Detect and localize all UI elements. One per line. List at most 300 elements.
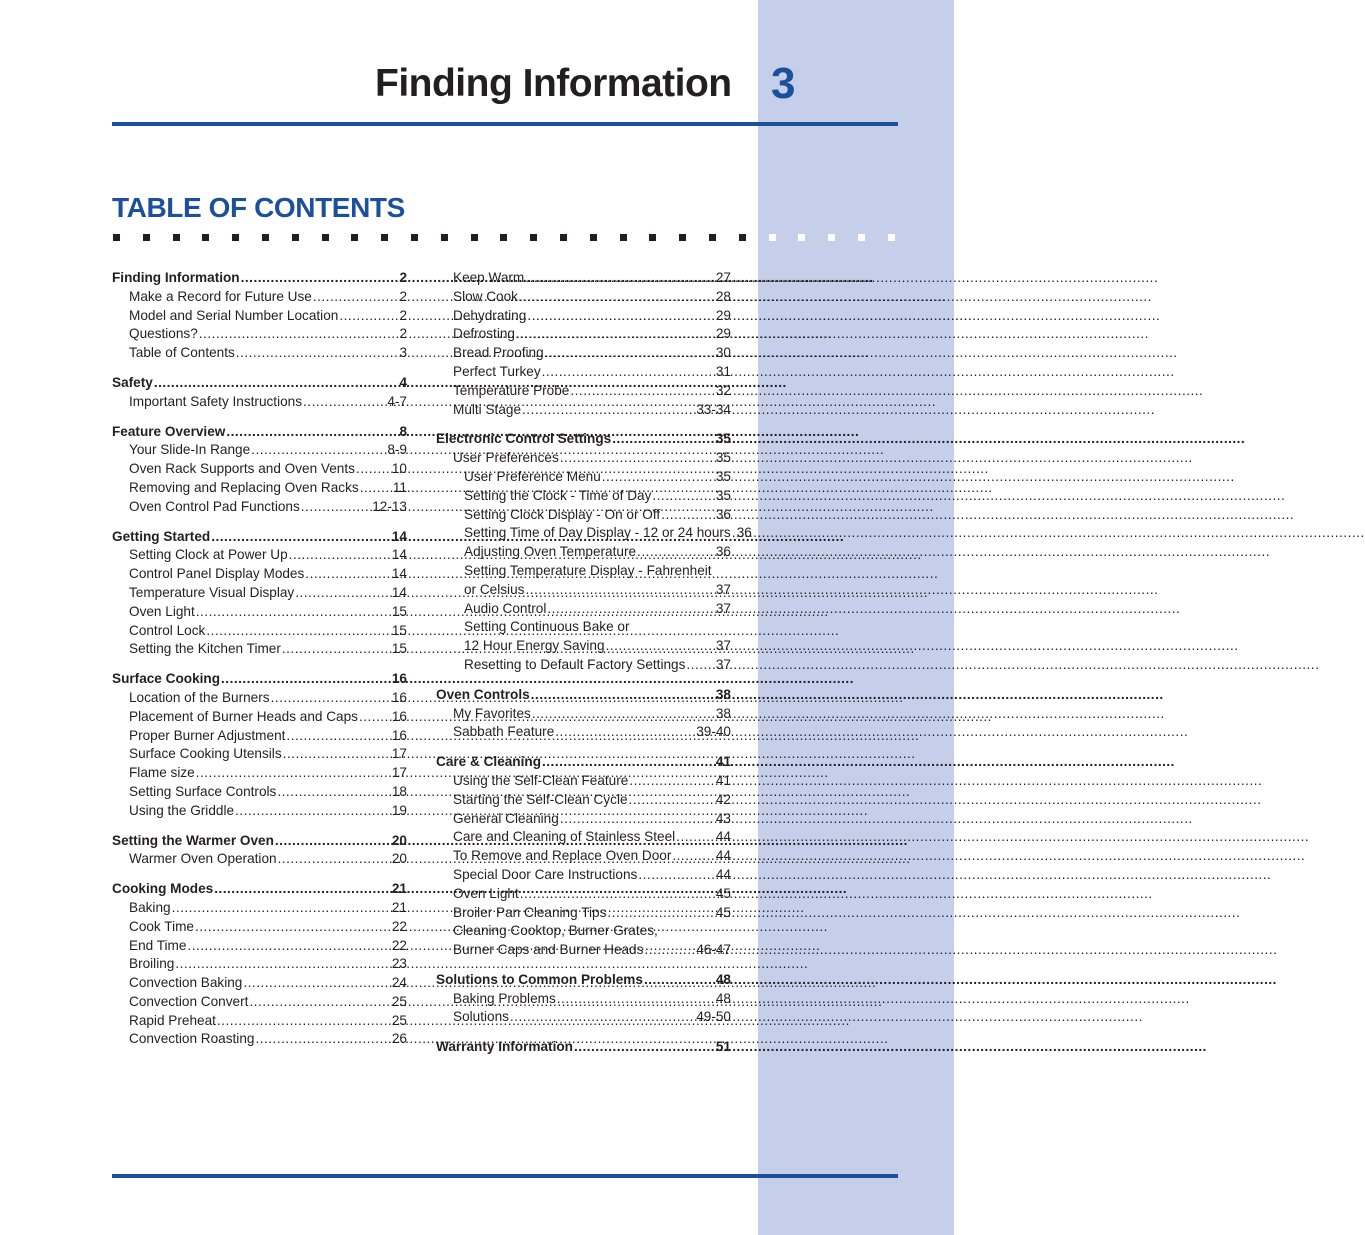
toc-entry	[436, 344, 731, 363]
toc-entry-title: Setting Temperature Display - Fahrenheit	[464, 562, 712, 578]
toc-entry-title: Flame size	[129, 765, 195, 781]
toc-entry-page: 20	[391, 832, 407, 848]
toc-entry-page: 39-40	[696, 724, 731, 740]
toc-entry-title: Safety	[112, 374, 153, 390]
toc-entry-title: Resetting to Default Factory Settings	[464, 656, 686, 672]
dot-leader	[652, 487, 715, 506]
divider-dot	[560, 234, 567, 241]
toc-entry	[112, 899, 407, 918]
divider-dot	[530, 234, 537, 241]
toc-entry	[436, 600, 731, 619]
dot-leader	[271, 689, 391, 708]
toc-entry	[436, 705, 731, 724]
toc-entry	[436, 468, 731, 487]
dot-leader	[525, 269, 715, 288]
toc-entry-page: 15	[391, 641, 407, 657]
dot-leader	[574, 1038, 715, 1057]
toc-section-heading	[112, 880, 407, 899]
toc-entry-title: Adjusting Oven Temperature	[464, 544, 637, 560]
toc-column-left	[112, 269, 407, 1060]
toc-entry-page: 3	[399, 345, 407, 361]
dot-leader	[672, 847, 715, 866]
dot-leader	[339, 307, 398, 326]
toc-entry-page: 48	[715, 990, 731, 1006]
toc-entry-page: 29	[715, 326, 731, 342]
toc-entry-page: 24	[391, 975, 407, 991]
toc-section-heading	[112, 832, 407, 851]
toc-entry-page: 37	[715, 638, 731, 654]
toc-entry	[112, 937, 407, 956]
toc-entry-page: 15	[391, 603, 407, 619]
divider-dot	[143, 234, 150, 241]
toc-entry	[112, 1030, 407, 1049]
top-rule	[112, 122, 898, 126]
toc-section	[112, 374, 407, 412]
toc-entry	[436, 847, 731, 866]
dot-leader	[214, 880, 391, 899]
toc-entry	[112, 393, 407, 412]
toc-entry	[112, 546, 407, 565]
toc-entry-page: 37	[715, 600, 731, 616]
toc-entry-page: 8-9	[387, 442, 407, 458]
toc-entry-title: Defrosting	[453, 326, 515, 342]
toc-entry	[436, 885, 731, 904]
toc-entry-page: 42	[715, 791, 731, 807]
dot-leader	[286, 727, 390, 746]
toc-entry-title: Dehydrating	[453, 307, 527, 323]
toc-entry-page: 23	[391, 956, 407, 972]
dot-leader	[732, 524, 736, 543]
toc-entry	[112, 955, 407, 974]
toc-entry-title: Model and Serial Number Location	[129, 307, 339, 323]
toc-entry-title: Setting the Clock - Time of Day	[464, 487, 652, 503]
toc-entry	[436, 562, 731, 581]
toc-entry-title: End Time	[129, 937, 187, 953]
toc-entry-title: Removing and Replacing Oven Racks	[129, 479, 359, 495]
toc-entry-title: Care and Cleaning of Stainless Steel	[453, 829, 676, 845]
toc-entry-page: 26	[391, 1031, 407, 1047]
dot-leader	[527, 307, 715, 326]
toc-entry	[436, 506, 731, 525]
toc-entry-page: 29	[715, 307, 731, 323]
toc-entry	[112, 288, 407, 307]
divider-dot	[649, 234, 656, 241]
toc-entry	[436, 543, 731, 562]
toc-entry-title: Proper Burner Adjustment	[129, 727, 286, 743]
dot-leader	[217, 1012, 391, 1031]
toc-entry-title: Broiling	[129, 956, 175, 972]
toc-entry-title: Keep Warm	[453, 270, 525, 285]
toc-entry	[112, 344, 407, 363]
toc-entry-page: 51	[715, 1039, 731, 1055]
toc-section	[436, 269, 731, 419]
toc-entry-title: Make a Record for Future Use	[129, 288, 312, 304]
toc-entry-page: 4-7	[387, 393, 407, 409]
toc-entry-title: Rapid Preheat	[129, 1012, 216, 1028]
dot-leader	[661, 506, 715, 525]
dot-leader	[249, 993, 390, 1012]
toc-entry	[112, 708, 407, 727]
toc-entry-title: Starting the Self-Clean Cycle	[453, 791, 628, 807]
toc-entry-title: Cleaning Cooktop, Burner Grates,	[453, 923, 658, 939]
toc-entry	[112, 603, 407, 622]
toc-entry-title: Multi Stage	[453, 401, 522, 417]
dot-leader	[644, 971, 715, 990]
dot-leader	[560, 810, 715, 829]
toc-entry-title: Audio Control	[464, 600, 547, 616]
dot-leader	[516, 325, 715, 344]
toc-entry-page: 45	[715, 885, 731, 901]
divider-dot	[441, 234, 448, 241]
toc-entry-title: Your Slide-In Range	[129, 442, 251, 458]
toc-entry-title: Setting Continuous Bake or	[464, 619, 630, 635]
toc-entry-title: Using the Griddle	[129, 802, 235, 818]
toc-entry	[436, 904, 731, 923]
dot-leader	[243, 974, 391, 993]
toc-entry-page: 15	[391, 622, 407, 638]
toc-section-heading	[112, 269, 407, 288]
toc-entry-page: 11	[392, 479, 407, 495]
toc-section	[112, 423, 407, 517]
dot-leader	[187, 937, 390, 956]
toc-entry-page: 14	[391, 547, 407, 563]
toc-entry	[112, 745, 407, 764]
page-number: 3	[771, 59, 796, 108]
toc-entry-title: Setting Time of Day Display - 12 or 24 hours	[464, 525, 731, 541]
toc-entry	[112, 460, 407, 479]
toc-entry	[436, 723, 731, 742]
toc-entry-title: Placement of Burner Heads and Caps	[129, 708, 358, 724]
dot-leader	[560, 449, 715, 468]
dot-leader	[282, 640, 391, 659]
dot-leader	[211, 528, 391, 547]
toc-entry-page: 43	[715, 810, 731, 826]
dot-leader	[557, 990, 715, 1009]
toc-entry	[112, 689, 407, 708]
toc-entry-title: Convection Baking	[129, 975, 243, 991]
toc-section-heading	[436, 753, 731, 772]
toc-entry-title: Baking Problems	[453, 990, 556, 1006]
toc-section	[436, 1038, 731, 1057]
toc-entry	[436, 288, 731, 307]
toc-entry	[436, 325, 731, 344]
toc-entry-page: 35	[715, 450, 731, 466]
bottom-rule	[112, 1174, 898, 1178]
toc-entry-page: 2	[399, 288, 407, 304]
toc-entry-title: Setting the Warmer Oven	[112, 832, 274, 848]
toc-entry-page: 28	[715, 288, 731, 304]
toc-entry-title: or Celsius	[464, 581, 525, 597]
dot-leader	[570, 382, 715, 401]
toc-entry	[112, 764, 407, 783]
dot-leader	[522, 401, 695, 420]
toc-entry-title: Special Door Care Instructions	[453, 866, 638, 882]
toc-entry-page: 25	[391, 1012, 407, 1028]
toc-entry-title: Control Lock	[129, 622, 206, 638]
dot-leader	[251, 441, 386, 460]
toc-entry-page: 31	[715, 363, 731, 379]
dot-leader	[510, 1008, 695, 1027]
dot-leader	[283, 745, 391, 764]
divider-dot	[232, 234, 239, 241]
toc-entry-title: Perfect Turkey	[453, 363, 541, 379]
dot-leader	[547, 600, 715, 619]
dot-leader	[303, 393, 386, 412]
dot-leader	[195, 918, 391, 937]
dot-leader	[221, 670, 391, 689]
toc-section-heading	[112, 670, 407, 689]
toc-entry-title: Surface Cooking	[112, 671, 221, 687]
toc-entry-page: 45	[715, 904, 731, 920]
toc-entry-page: 46-47	[696, 942, 731, 958]
toc-entry	[436, 828, 731, 847]
dot-leader	[532, 705, 715, 724]
toc-entry	[112, 622, 407, 641]
toc-entry	[436, 363, 731, 382]
toc-entry-title: Setting the Kitchen Timer	[129, 641, 281, 657]
toc-entry-title: Surface Cooking Utensils	[129, 746, 282, 762]
dot-leader	[295, 584, 391, 603]
toc-entry-page: 21	[391, 881, 407, 897]
toc-entry-page: 44	[715, 866, 731, 882]
toc-entry-page: 21	[391, 899, 407, 915]
divider-dot	[590, 234, 597, 241]
toc-entry-title: Setting Surface Controls	[129, 783, 277, 799]
divider-dot	[620, 234, 627, 241]
dot-leader	[289, 546, 391, 565]
toc-entry	[436, 922, 731, 941]
toc-entry-page: 17	[391, 746, 407, 762]
dot-leader	[606, 637, 715, 656]
toc-entry-title: Electronic Control Settings	[436, 431, 612, 447]
toc-entry-title: Warranty Information	[436, 1039, 573, 1055]
toc-entry-title: Burner Caps and Burner Heads	[453, 942, 644, 958]
dot-leader	[277, 783, 391, 802]
toc-entry-page: 41	[715, 772, 731, 788]
toc-entry	[436, 810, 731, 829]
dot-leader	[360, 479, 392, 498]
toc-entry-title: Sabbath Feature	[453, 724, 555, 740]
toc-entry-title: Warmer Oven Operation	[129, 851, 277, 867]
toc-entry-page: 2	[399, 307, 407, 323]
toc-entry-title: Oven Control Pad Functions	[129, 498, 300, 514]
toc-entry-page: 14	[391, 528, 407, 544]
toc-entry-title: Location of the Burners	[129, 689, 270, 705]
toc-entry-page: 14	[391, 566, 407, 582]
dot-leader	[241, 269, 399, 288]
toc-entry	[112, 307, 407, 326]
toc-entry-title: General Cleaning	[453, 810, 559, 826]
divider-dot	[679, 234, 686, 241]
toc-entry-page: 25	[391, 993, 407, 1009]
toc-entry	[436, 1008, 731, 1027]
toc-entry	[112, 640, 407, 659]
divider-dot	[739, 234, 746, 241]
toc-entry-title: Getting Started	[112, 528, 211, 544]
dot-leader	[637, 543, 715, 562]
toc-entry-page: 44	[715, 848, 731, 864]
dot-leader	[305, 565, 391, 584]
divider-dot	[173, 234, 180, 241]
toc-entry	[112, 802, 407, 821]
dot-leader	[154, 374, 399, 393]
toc-entry-title: Oven Light	[129, 603, 195, 619]
dotted-divider	[113, 234, 903, 242]
toc-entry-title: Table of Contents	[129, 345, 235, 361]
dot-leader	[301, 498, 371, 517]
toc-entry-page: 19	[391, 802, 407, 818]
toc-entry-title: Broiler Pan Cleaning Tips	[453, 904, 607, 920]
toc-entry	[112, 850, 407, 869]
toc-entry-page: 37	[715, 581, 731, 597]
toc-entry	[112, 783, 407, 802]
divider-dot	[828, 234, 835, 241]
dot-leader	[236, 344, 399, 363]
dot-leader	[542, 363, 715, 382]
toc-entry-title: Feature Overview	[112, 423, 226, 439]
toc-entry	[112, 918, 407, 937]
dot-leader	[519, 288, 715, 307]
toc-section-heading	[112, 528, 407, 547]
toc-entry-page: 10	[391, 461, 407, 477]
toc-entry-title: Solutions to Common Problems	[436, 971, 643, 987]
toc-section-heading	[112, 423, 407, 442]
divider-dot	[202, 234, 209, 241]
toc-entry-page: 36	[715, 506, 731, 522]
dot-leader	[175, 955, 391, 974]
divider-dot	[292, 234, 299, 241]
toc-entry-title: My Favorites	[453, 705, 531, 721]
toc-entry-title: Important Safety Instructions	[129, 393, 303, 409]
toc-entry-page: 22	[391, 918, 407, 934]
toc-entry-title: User Preference Menu	[464, 468, 601, 484]
toc-entry-title: Care & Cleaning	[436, 754, 541, 770]
toc-entry-title: Cooking Modes	[112, 881, 214, 897]
divider-dot	[322, 234, 329, 241]
toc-entry	[436, 637, 731, 656]
toc-entry	[112, 727, 407, 746]
dot-leader	[629, 772, 715, 791]
toc-entry-page: 16	[391, 727, 407, 743]
toc-entry-title: Bread Proofing	[453, 345, 544, 361]
toc-entry	[436, 990, 731, 1009]
toc-entry-page: 35	[715, 487, 731, 503]
toc-section	[112, 528, 407, 660]
toc-column-right	[436, 269, 752, 1068]
toc-entry-title: 12 Hour Energy Saving	[464, 638, 605, 654]
toc-section-heading	[436, 430, 731, 449]
toc-entry-page: 38	[715, 705, 731, 721]
toc-entry-title: Cook Time	[129, 918, 194, 934]
dot-leader	[686, 656, 714, 675]
toc-entry	[436, 791, 731, 810]
divider-dot	[262, 234, 269, 241]
toc-heading: TABLE OF CONTENTS	[112, 192, 405, 223]
toc-entry-title: Questions?	[129, 326, 198, 342]
toc-entry-page: 16	[391, 708, 407, 724]
dot-leader	[629, 791, 715, 810]
toc-entry-page: 27	[715, 270, 731, 285]
dot-leader	[356, 460, 391, 479]
toc-entry-page: 35	[715, 468, 731, 484]
toc-entry-page: 41	[715, 754, 731, 770]
toc-entry	[436, 524, 752, 543]
toc-entry-page: 2	[399, 270, 407, 285]
toc-section	[436, 753, 731, 960]
toc-entry	[112, 1012, 407, 1031]
toc-entry	[112, 584, 407, 603]
toc-entry	[436, 581, 731, 600]
toc-entry	[436, 382, 731, 401]
toc-entry-title: User Preferences	[453, 450, 559, 466]
dot-leader	[676, 828, 715, 847]
divider-dot	[351, 234, 358, 241]
dot-leader	[235, 802, 391, 821]
toc-entry-title: Convection Convert	[129, 993, 249, 1009]
dot-leader	[196, 603, 391, 622]
toc-entry-page: 35	[715, 431, 731, 447]
dot-leader	[644, 941, 695, 960]
divider-dot	[471, 234, 478, 241]
dot-leader	[545, 344, 715, 363]
toc-section-heading	[436, 1038, 731, 1057]
toc-entry-page: 16	[391, 689, 407, 705]
toc-section	[436, 430, 752, 674]
toc-entry-title: Temperature Probe	[453, 382, 570, 398]
toc-entry-title: Slow Cook	[453, 288, 518, 304]
toc-entry-page: 22	[391, 937, 407, 953]
toc-entry-title: Oven Light	[453, 885, 519, 901]
toc-entry-page: 33-34	[696, 401, 731, 417]
dot-leader	[206, 622, 391, 641]
toc-entry-title: Control Panel Display Modes	[129, 566, 305, 582]
dot-leader	[255, 1030, 390, 1049]
dot-leader	[602, 468, 715, 487]
divider-dot	[381, 234, 388, 241]
dot-leader	[278, 850, 391, 869]
toc-section-heading	[436, 971, 731, 990]
toc-entry	[112, 974, 407, 993]
toc-entry	[436, 449, 731, 468]
toc-entry	[112, 479, 407, 498]
toc-entry-page: 30	[715, 345, 731, 361]
toc-entry-title: Using the Self-Clean Feature	[453, 772, 629, 788]
dot-leader	[542, 753, 715, 772]
toc-entry	[436, 307, 731, 326]
toc-entry-page: 14	[391, 584, 407, 600]
toc-entry	[436, 941, 731, 960]
toc-entry-page: 36	[736, 525, 752, 541]
toc-entry	[112, 993, 407, 1012]
dot-leader	[275, 832, 391, 851]
toc-entry-page: 8	[399, 423, 407, 439]
divider-dot	[798, 234, 805, 241]
toc-entry	[436, 401, 731, 420]
toc-entry	[112, 441, 407, 460]
toc-section-heading	[112, 374, 407, 393]
dot-leader	[525, 581, 714, 600]
toc-entry	[436, 656, 731, 675]
toc-section	[112, 832, 407, 870]
toc-entry	[436, 487, 731, 506]
toc-entry	[436, 618, 731, 637]
dot-leader	[612, 430, 715, 449]
toc-section	[436, 971, 731, 1027]
toc-entry-title: Convection Roasting	[129, 1031, 255, 1047]
dot-leader	[313, 288, 399, 307]
toc-entry-title: Temperature Visual Display	[129, 584, 295, 600]
toc-entry-page: 16	[391, 671, 407, 687]
